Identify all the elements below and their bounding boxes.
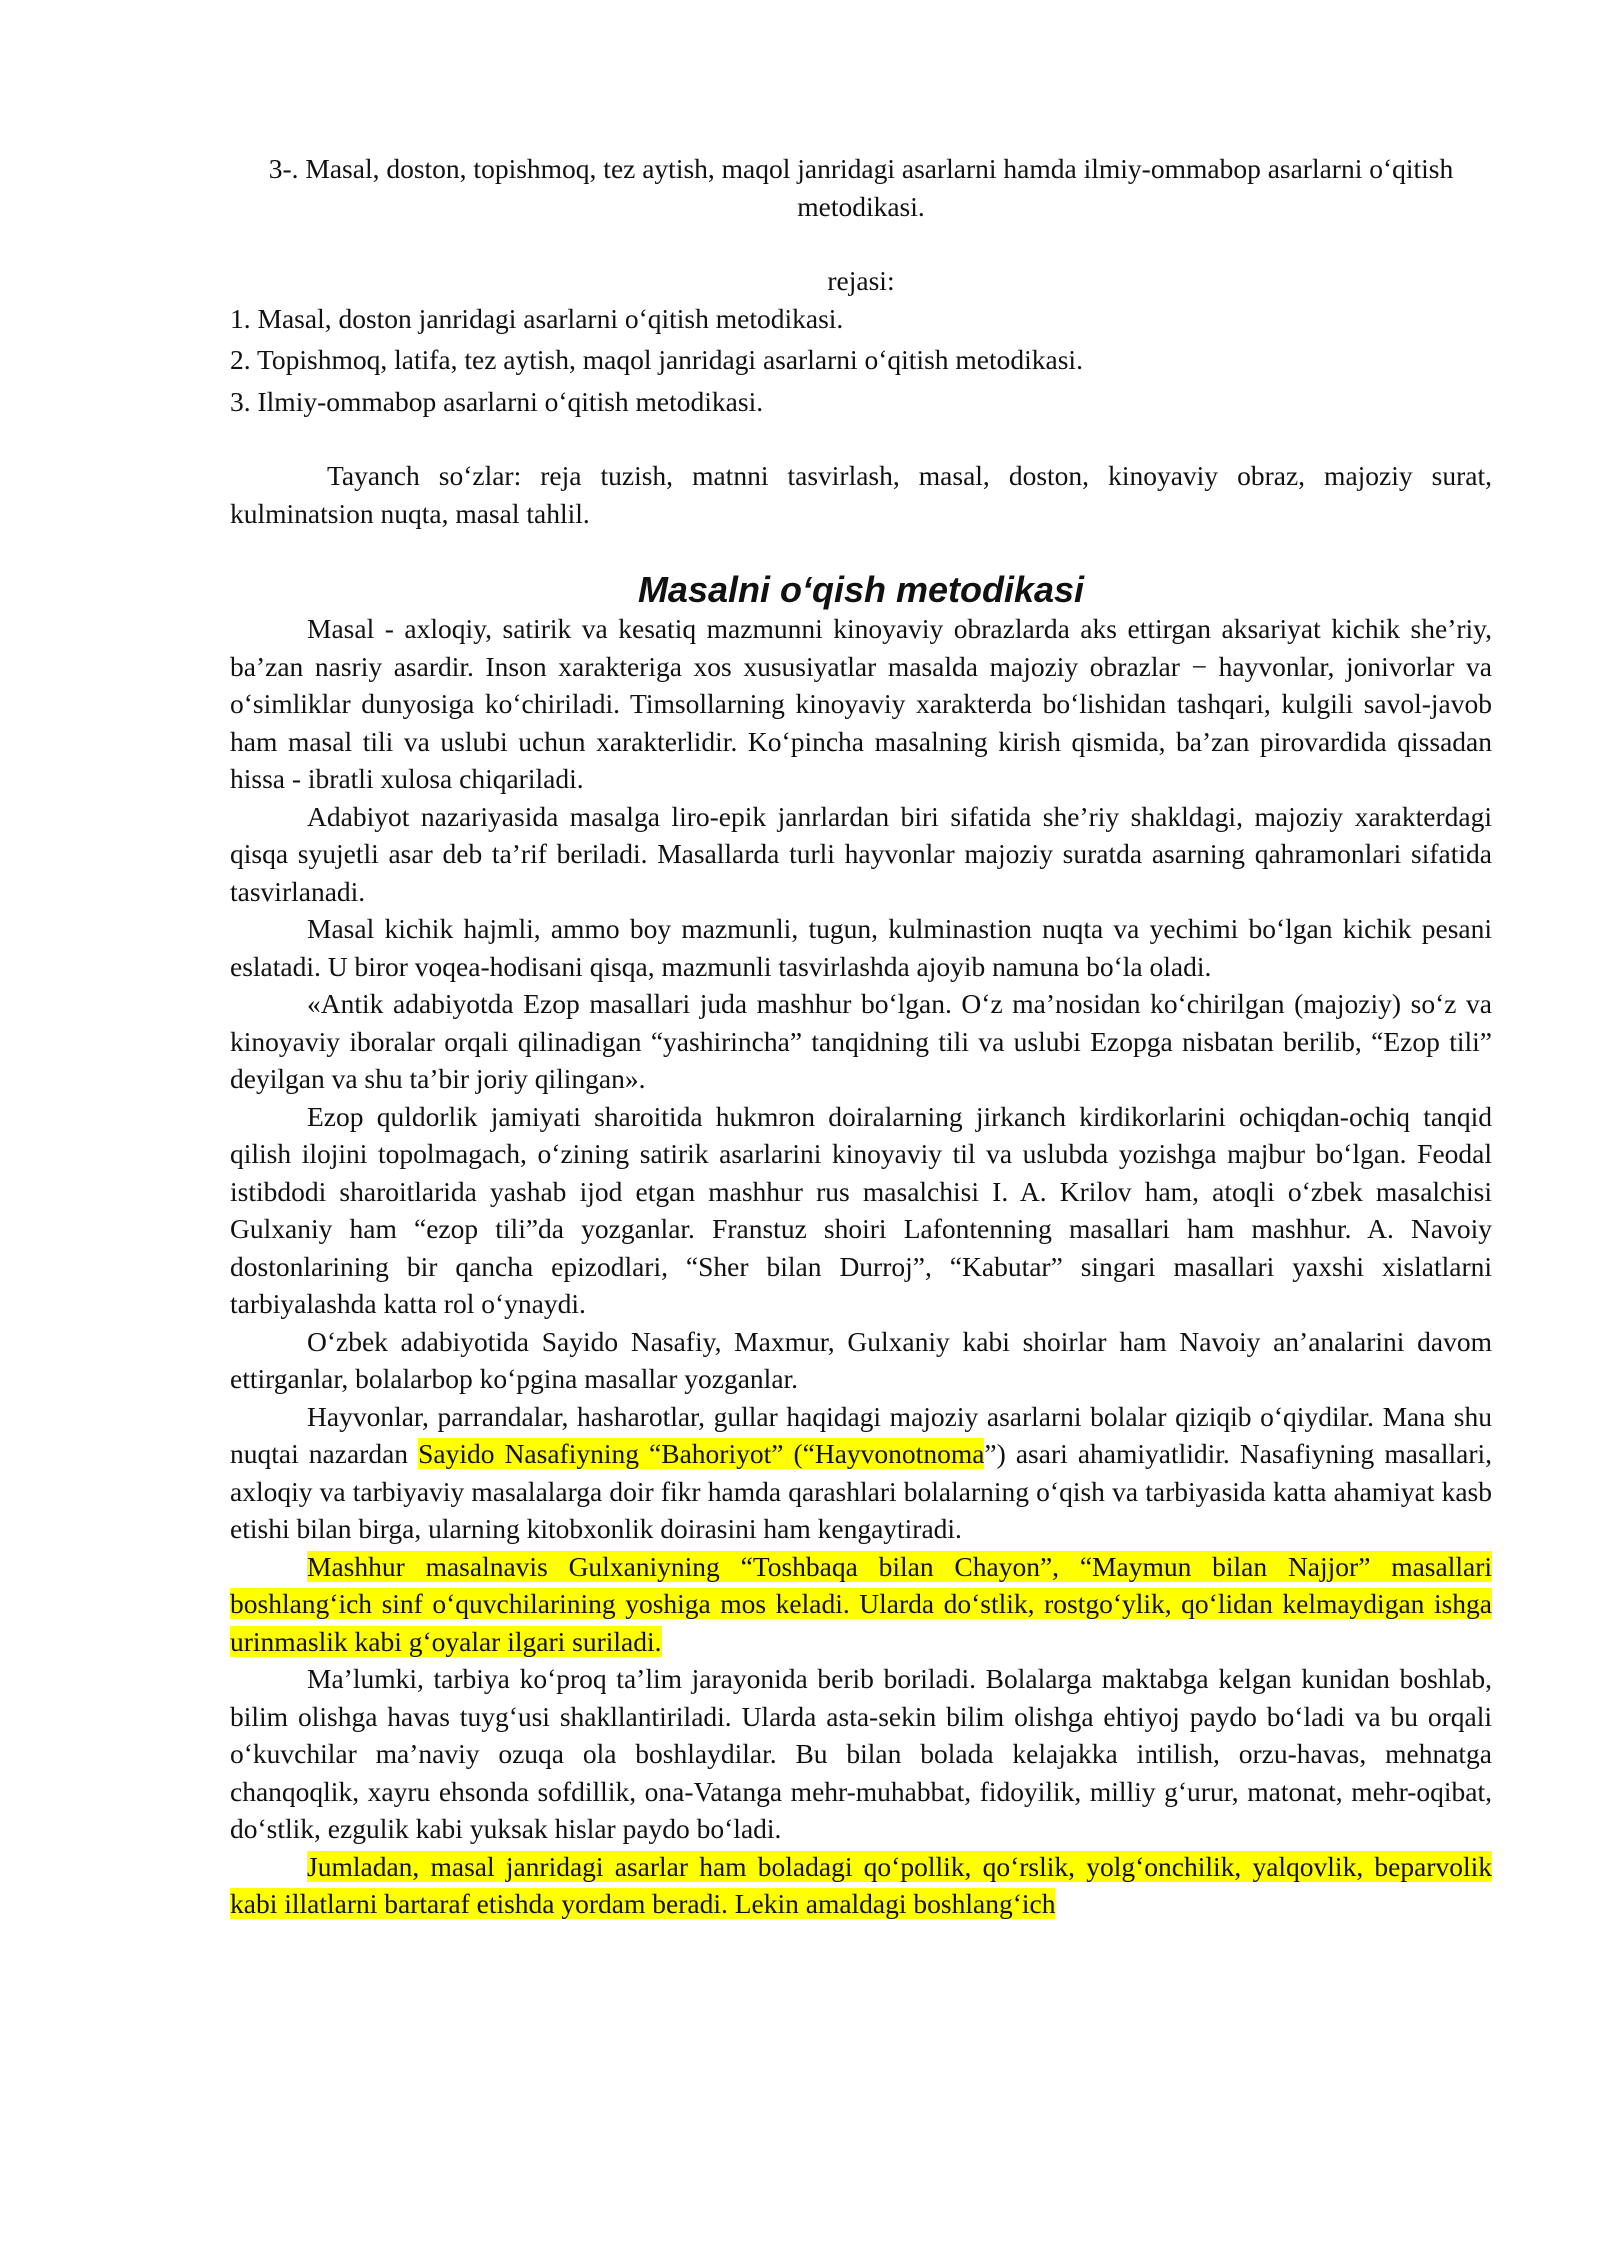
- plan-heading: rejasi:: [827, 265, 895, 296]
- paragraph-7-text-end: ”) asari ahamiyatlidir. Nasafiyning masallari, axloqiy va tarbiyaviy masalalarga doir fikr hamda qarashlari bolalarning o‘qish va tarbiyasida katta ahamiyat kasb etishi bilan birga, ularning kitobxonlik doirasini ham kengaytiradi.: [230, 1438, 1493, 1544]
- paragraph-5: Ezop quldorlik jamiyati sharoitida hukmron doiralarning jirkanch kirdikorlarini ochiqdan-ochiq tanqid qilish ilojini topolmagach, o‘zining satirik asarlarini kinoyaviy til va uslubda yozishga majbur bo‘lgan. Feodal istibdodi sharoitlarida yashab ijod etgan mashhur rus masalchisi I. A. Krilov ham, atoqli o‘zbek masalchisi Gulxaniy ham “ezop tili”da yozganlar. Franstuz shoiri Lafontenning masallari ham mashhur. A. Navoiy dostonlarining bir qancha epizodlari, “Sher bilan Durroj”, “Kabutar” singari masallari yaxshi xislatlarni tarbiyalashda katta rol o‘ynaydi.: [230, 1100, 1492, 1319]
- paragraph-6: O‘zbek adabiyotida Sayido Nasafiy, Maxmur, Gulxaniy kabi shoirlar ham Navoiy an’analarini davom ettirganlar, bolalarbop ko‘pgina masallar yozganlar.: [230, 1325, 1492, 1394]
- section-title: Masalni o‘qish metodikasi: [637, 569, 1085, 610]
- keywords-paragraph: Tayanch so‘zlar: reja tuzish, matnni tasvirlash, masal, doston, kinoyaviy obraz, majoziy surat, kulminatsion nuqta, masal tahlil.: [230, 460, 1492, 529]
- plan-item-1: 1. Masal, doston janridagi asarlarni o‘qitish metodikasi.: [230, 302, 844, 334]
- highlighted-text: Mashhur masalnavis Gulxaniyning “Toshbaqa bilan Chayon”, “Maymun bilan Najjor” masallari boshlang‘ich sinf o‘quvchilarining yoshiga mos keladi. Ularda do‘stlik, rostgo‘ylik, qo‘lidan kelmaydigan ishga urinmaslik kabi g‘oyalar ilgari suriladi.: [230, 1550, 1492, 1657]
- highlighted-text: Sayido Nasafiyning “Bahoriyot” (“Hayvonotnoma: [418, 1438, 985, 1469]
- paragraph-3: Masal kichik hajmli, ammo boy mazmunli, tugun, kulminastion nuqta va yechimi bo‘lgan kichik pesani eslatadi. U biror voqea-hodisani qisqa, mazmunli tasvirlashda ajoyib namuna bo‘la oladi.: [230, 913, 1492, 982]
- plan-item-3: 3. Ilmiy-ommabop asarlarni o‘qitish metodikasi.: [230, 385, 764, 417]
- paragraph-7: [230, 1398, 1492, 1548]
- document-title: 3-. Masal, doston, topishmoq, tez aytish, maqol janridagi asarlarni hamda ilmiy-ommabop asarlarni o‘qitish metodikasi.: [268, 153, 1454, 222]
- document-page: [230, 150, 1492, 1923]
- paragraph-9: Ma’lumki, tarbiya ko‘proq ta’lim jarayonida berib boriladi. Bolalarga maktabga kelgan kunidan boshlab, bilim olishga havas tuyg‘usi shakllantiriladi. Ularda asta-sekin bilim olishga ehtiyoj paydo bo‘ladi va bu orqali o‘kuvchilar ma’naviy ozuqa ola boshlaydilar. Bu bilan bolada kelajakka intilish, orzu-havas, mehnatga chanqoqlik, xayru ehsonda sofdillik, ona-Vatanga mehr-muhabbat, fidoyilik, milliy g‘urur, matonat, mehr-oqibat, do‘stlik, ezgulik kabi yuksak hislar paydo bo‘ladi.: [230, 1663, 1492, 1844]
- highlighted-text: Jumladan, masal janridagi asarlar ham boladagi qo‘pollik, qo‘rslik, yolg‘onchilik, yalqovlik, beparvolik kabi illatlarni bartaraf etishda yordam beradi. Lekin amaldagi boshlang‘ich: [230, 1850, 1492, 1919]
- paragraph-4: «Antik adabiyotda Ezop masallari juda mashhur bo‘lgan. O‘z ma’nosidan ko‘chirilgan (majoziy) so‘z va kinoyaviy iboralar orqali qilinadigan “yashirincha” tanqidning tili va uslubi Ezopga nisbatan berilib, “Ezop tili” deyilgan va shu ta’bir joriy qilingan».: [230, 988, 1492, 1094]
- paragraph-8: [230, 1548, 1492, 1661]
- plan-item-2: 2. Topishmoq, latifa, tez aytish, maqol janridagi asarlarni o‘qitish metodikasi.: [230, 344, 1083, 375]
- paragraph-7-text-start: Hayvonlar, parrandalar, hasharotlar, gullar haqidagi majoziy asarlarni bolalar qiziqib o‘qiydilar. Mana shu nuqtai nazardan: [230, 1400, 1492, 1469]
- paragraph-2: Adabiyot nazariyasida masalga liro-epik janrlardan biri sifatida she’riy shakldagi, majoziy xarakterdagi qisqa syujetli asar deb ta’rif beriladi. Masallarda turli hayvonlar majoziy suratda asarning qahramonlari sifatida tasvirlanadi.: [230, 800, 1492, 907]
- paragraph-10: [230, 1848, 1492, 1923]
- paragraph-1: Masal - axloqiy, satirik va kesatiq mazmunni kinoyaviy obrazlarda aks ettirgan aksariyat kichik she’riy, ba’zan nasriy asardir. Inson xarakteriga xos xususiyatlar masalda majoziy obrazlar − hayvonlar, jonivorlar va o‘simliklar dunyosiga ko‘chiriladi. Timsollarning kinoyaviy xarakterda bo‘lishidan tashqari, kulgili savol-javob ham masal tili va uslubi uchun xarakterlidir. Ko‘pincha masalning kirish qismida, ba’zan pirovardida qissadan hissa - ibratli xulosa chiqariladi.: [230, 613, 1492, 794]
